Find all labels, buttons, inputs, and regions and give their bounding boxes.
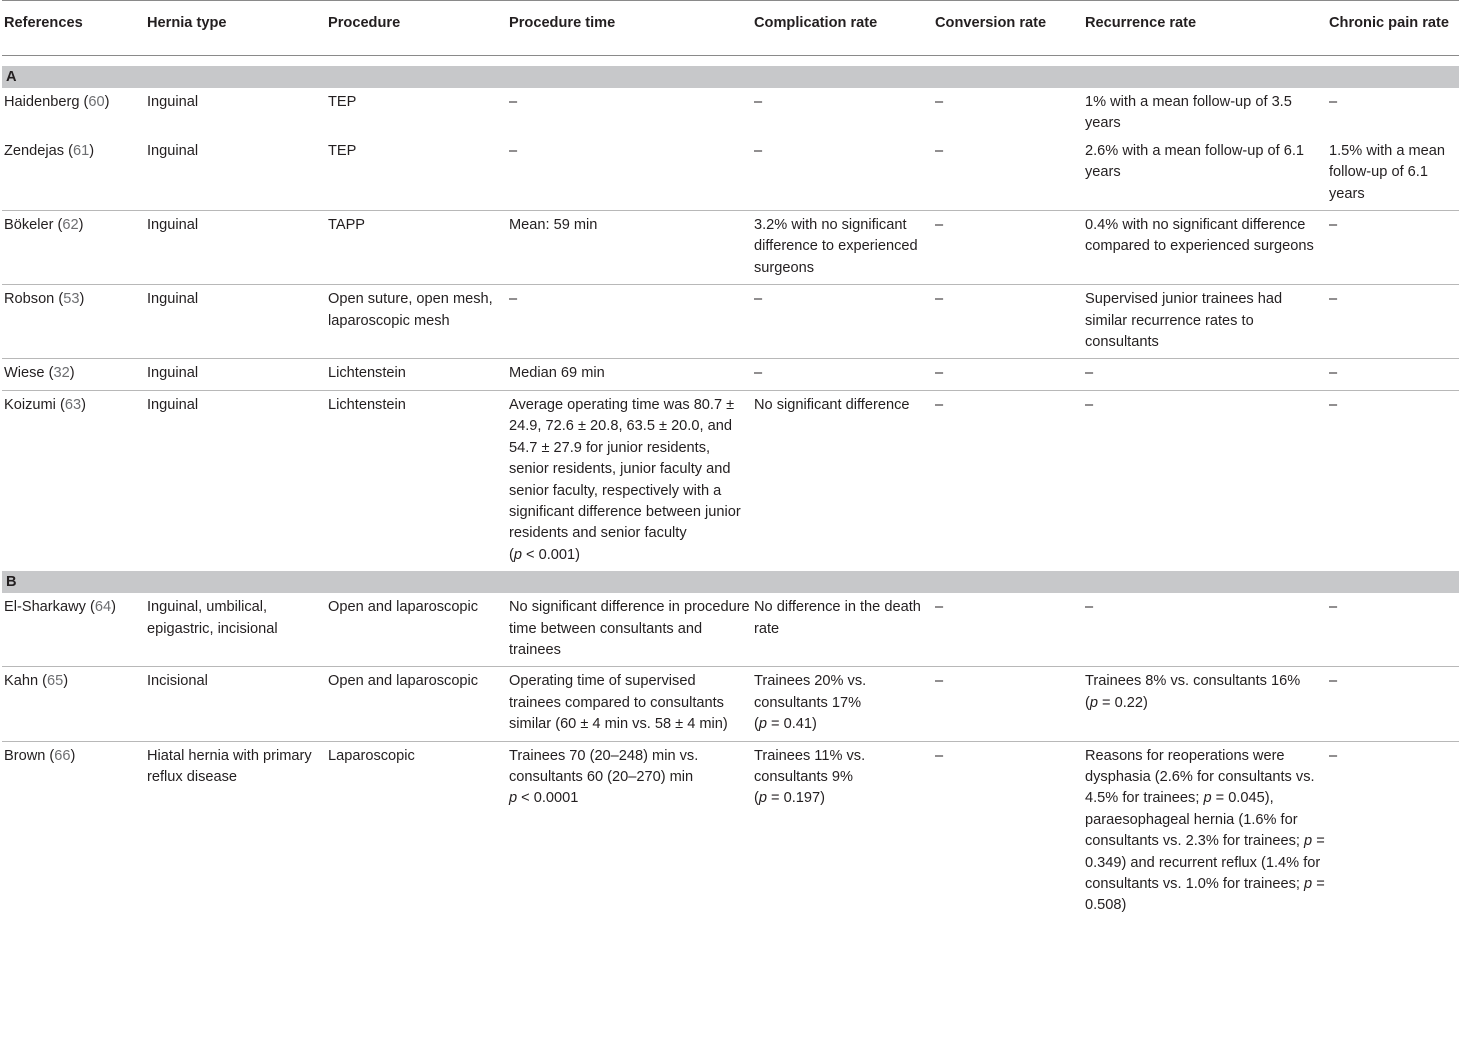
procedure-cell: Laparoscopic <box>328 747 415 764</box>
table-row <box>2 137 1459 211</box>
conversion-rate-cell: – <box>933 667 1083 741</box>
table-row <box>2 390 1459 571</box>
reference-cell: Brown (66) <box>4 747 76 764</box>
procedure-time-cell: – <box>509 94 518 110</box>
recurrence-rate-cell: 2.6% with a mean follow-up of 6.1 years <box>1083 137 1327 211</box>
conversion-rate-cell: – <box>933 211 1083 285</box>
chronic-pain-rate-cell: – <box>1329 747 1338 764</box>
chronic-pain-rate-cell: – <box>1327 667 1459 741</box>
hernia-type-cell: Inguinal <box>147 94 199 110</box>
reference-cell: Robson (53) <box>2 285 145 359</box>
procedure-cell: TAPP <box>326 211 507 285</box>
reference-cell: Wiese (32) <box>2 359 145 390</box>
procedure-time-cell: No significant difference in procedure time between consultants and trainees <box>507 593 752 667</box>
complication-rate-cell: – <box>752 137 933 211</box>
citation-link[interactable]: 53 <box>63 291 80 308</box>
header-references: References <box>2 1 145 56</box>
recurrence-rate-cell: Reasons for reoperations were dysphasia (2.6% for consultants vs. 4.5% for trainees; p = 0.045), paraesophageal hernia (1.6% for consultants vs. 2.3% for trainees; p = 0.349) and recurrent reflux (1.4% for consultants vs. 1.0% for trainees; p = 0.508) <box>1085 747 1325 914</box>
section-header-b: B <box>2 571 1459 593</box>
complication-rate-cell: – <box>752 285 933 359</box>
table-row <box>2 211 1459 285</box>
procedure-cell: TEP <box>326 137 507 211</box>
hernia-type-cell: Inguinal <box>147 396 199 413</box>
reference-cell: Koizumi (63) <box>4 396 86 413</box>
header-procedure-time: Procedure time <box>507 1 752 56</box>
citation-link[interactable]: 63 <box>64 396 82 413</box>
conversion-rate-cell: – <box>935 747 944 764</box>
procedure-time-cell: Mean: 59 min <box>507 211 752 285</box>
table-row <box>2 88 1459 137</box>
header-row <box>2 1 1459 56</box>
table-row <box>2 667 1459 741</box>
chronic-pain-rate-cell: – <box>1327 359 1459 390</box>
chronic-pain-rate-cell: – <box>1329 396 1338 413</box>
complication-rate-cell: No difference in the death rate <box>752 593 933 667</box>
citation-link[interactable]: 61 <box>72 142 90 159</box>
citation-link[interactable]: 62 <box>62 217 79 234</box>
table-row <box>2 359 1459 390</box>
citation-link[interactable]: 65 <box>47 673 64 690</box>
header-chronic-pain-rate: Chronic pain rate <box>1327 1 1459 56</box>
procedure-cell: Lichtenstein <box>328 396 406 413</box>
reference-cell: El-Sharkawy (64) <box>2 593 145 667</box>
hernia-type-cell: Hiatal hernia with primary reflux disease <box>147 747 312 785</box>
hernia-type-cell: Inguinal <box>145 137 326 211</box>
header-procedure: Procedure <box>326 1 507 56</box>
hernia-type-cell: Inguinal <box>145 359 326 390</box>
recurrence-rate-cell: 1% with a mean follow-up of 3.5 years <box>1085 94 1292 132</box>
procedure-time-cell: – <box>507 137 752 211</box>
procedure-cell: TEP <box>328 94 357 110</box>
header-conversion-rate: Conversion rate <box>933 1 1083 56</box>
citation-link[interactable]: 64 <box>94 599 112 616</box>
conversion-rate-cell: – <box>933 137 1083 211</box>
hernia-type-cell: Inguinal, umbilical, epigastric, incisional <box>145 593 326 667</box>
procedure-time-cell: – <box>507 285 752 359</box>
table-row <box>2 285 1459 359</box>
procedure-cell: Open and laparoscopic <box>326 667 507 741</box>
conversion-rate-cell: – <box>933 359 1083 390</box>
complication-rate-cell: Trainees 20% vs. consultants 17% (p = 0.41) <box>752 667 933 741</box>
recurrence-rate-cell: – <box>1085 396 1094 413</box>
chronic-pain-rate-cell: – <box>1327 593 1459 667</box>
chronic-pain-rate-cell: – <box>1329 94 1338 110</box>
recurrence-rate-cell: Supervised junior trainees had similar recurrence rates to consultants <box>1083 285 1327 359</box>
table-row <box>2 741 1459 922</box>
procedure-time-cell: Average operating time was 80.7 ± 24.9, 72.6 ± 20.8, 63.5 ± 20.0, and 54.7 ± 27.9 for junior residents, senior residents, junior faculty and senior faculty, respectively with a significant difference between junior residents and senior faculty (p < 0.001) <box>509 396 741 563</box>
hernia-type-cell: Inguinal <box>145 285 326 359</box>
complication-rate-cell: Trainees 11% vs. consultants 9% (p = 0.197) <box>754 747 866 807</box>
header-complication-rate: Complication rate <box>752 1 933 56</box>
reference-cell: Zendejas (61) <box>2 137 145 211</box>
procedure-time-cell: Operating time of supervised trainees compared to consultants similar (60 ± 4 min vs. 58 ± 4 min) <box>507 667 752 741</box>
conversion-rate-cell: – <box>935 94 944 110</box>
recurrence-rate-cell: Trainees 8% vs. consultants 16% (p = 0.22) <box>1083 667 1327 741</box>
table-row <box>2 593 1459 667</box>
reference-cell: Kahn (65) <box>2 667 145 741</box>
results-table <box>2 0 1459 922</box>
procedure-time-cell: Trainees 70 (20–248) min vs. consultants 60 (20–270) min p < 0.0001 <box>509 747 699 807</box>
complication-rate-cell: – <box>754 94 763 110</box>
recurrence-rate-cell: 0.4% with no significant difference compared to experienced surgeons <box>1083 211 1327 285</box>
citation-link[interactable]: 66 <box>54 747 71 764</box>
citation-link[interactable]: 60 <box>88 94 105 110</box>
procedure-cell: Lichtenstein <box>326 359 507 390</box>
hernia-type-cell: Inguinal <box>145 211 326 285</box>
procedure-cell: Open and laparoscopic <box>326 593 507 667</box>
section-header-a: A <box>2 66 1459 88</box>
conversion-rate-cell: – <box>933 285 1083 359</box>
hernia-type-cell: Incisional <box>145 667 326 741</box>
complication-rate-cell: – <box>752 359 933 390</box>
complication-rate-cell: No significant difference <box>754 396 910 413</box>
header-recurrence-rate: Recurrence rate <box>1083 1 1327 56</box>
citation-link[interactable]: 32 <box>53 365 70 382</box>
recurrence-rate-cell: – <box>1083 359 1327 390</box>
reference-cell: Bökeler (62) <box>2 211 145 285</box>
conversion-rate-cell: – <box>935 396 944 413</box>
header-hernia-type: Hernia type <box>145 1 326 56</box>
chronic-pain-rate-cell: – <box>1327 211 1459 285</box>
conversion-rate-cell: – <box>933 593 1083 667</box>
recurrence-rate-cell: – <box>1083 593 1327 667</box>
reference-cell: Haidenberg (60) <box>4 94 110 110</box>
chronic-pain-rate-cell: – <box>1327 285 1459 359</box>
procedure-time-cell: Median 69 min <box>507 359 752 390</box>
chronic-pain-rate-cell: 1.5% with a mean follow-up of 6.1 years <box>1327 137 1459 211</box>
complication-rate-cell: 3.2% with no significant difference to experienced surgeons <box>752 211 933 285</box>
procedure-cell: Open suture, open mesh, laparoscopic mesh <box>326 285 507 359</box>
